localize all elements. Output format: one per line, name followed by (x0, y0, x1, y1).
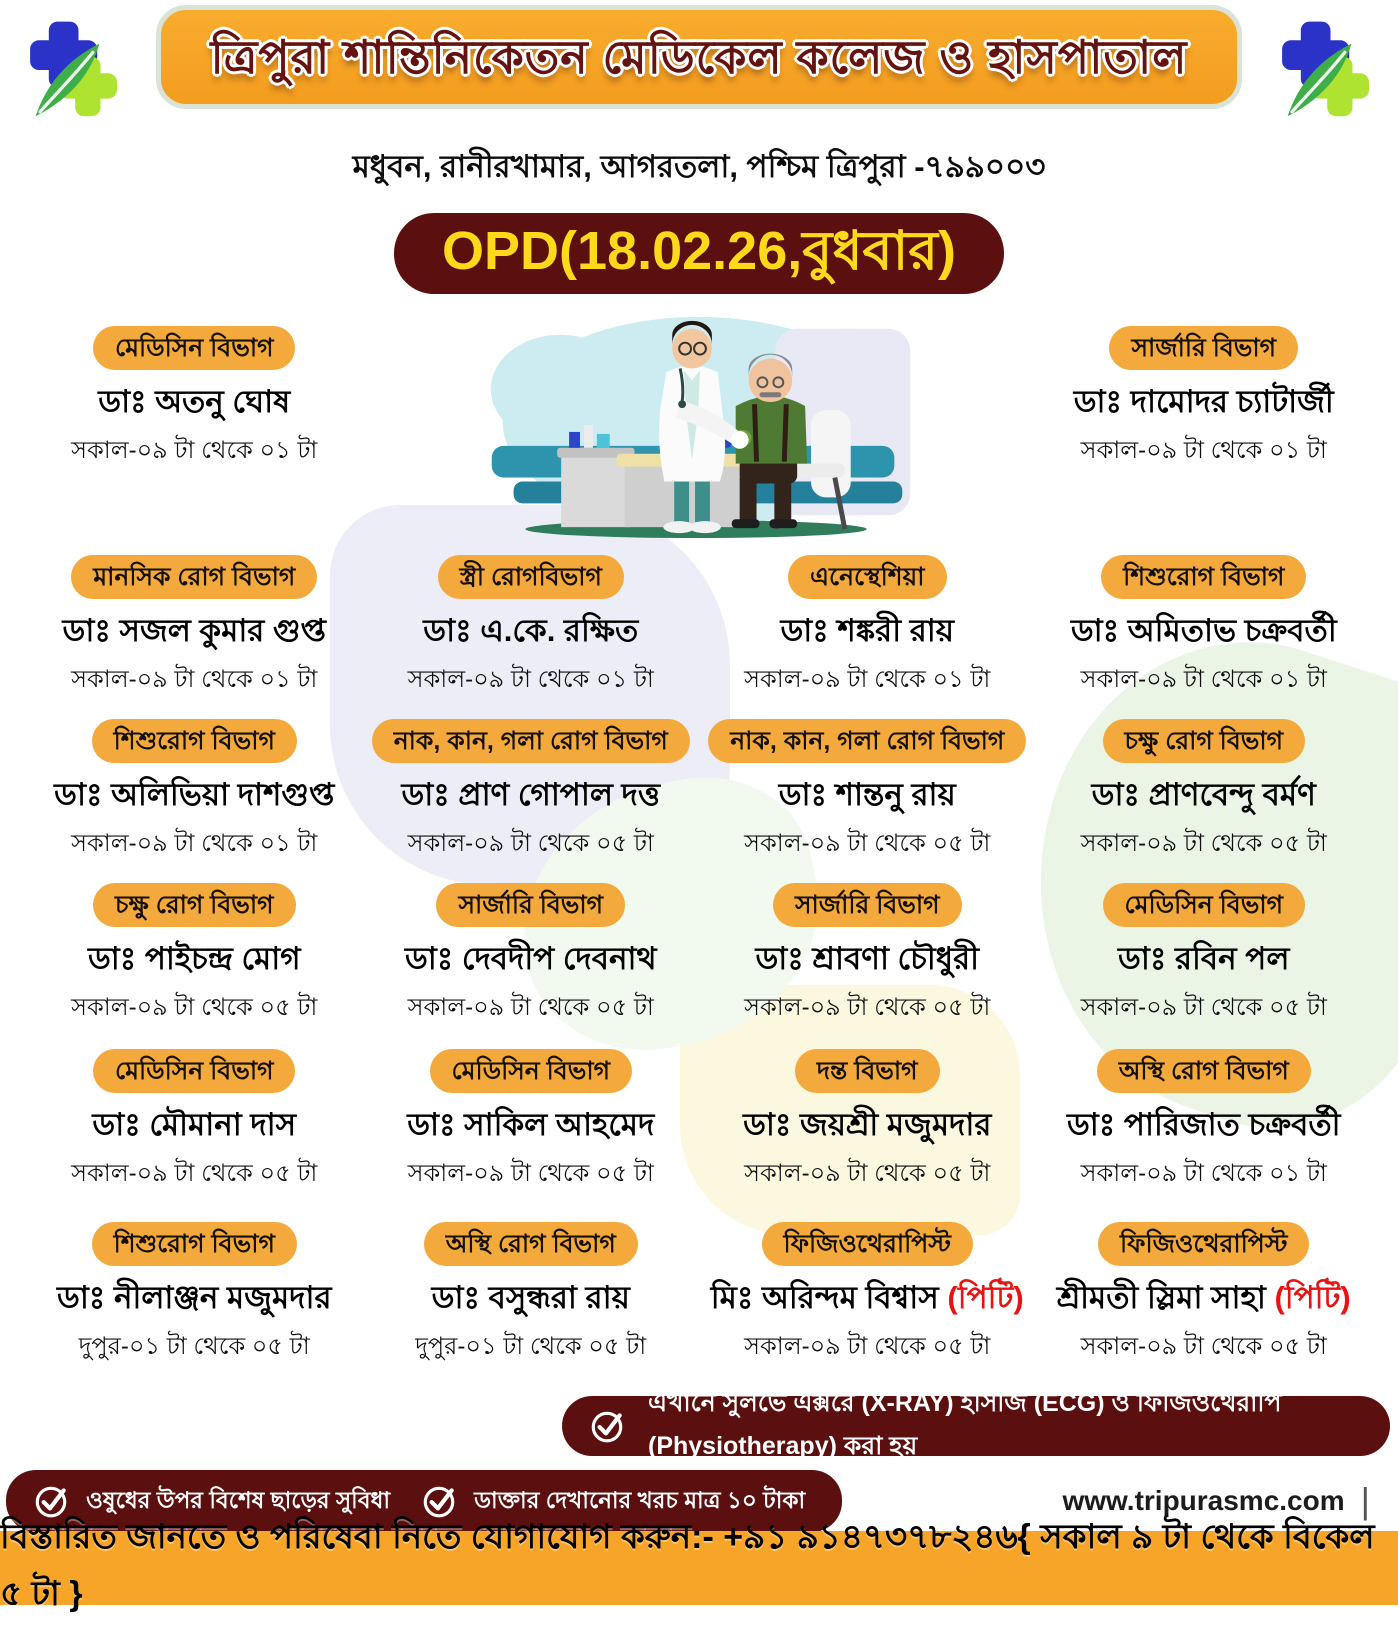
doctor-name: ডাঃ দেবদীপ দেবনাথ (404, 941, 657, 977)
doctor-name: ডাঃ শ্রাবণা চৌধুরী (755, 941, 980, 977)
department-label: মেডিসিন বিভাগ (1124, 891, 1283, 920)
doctor-name: ডাঃ প্রাণ গোপাল দত্ত (401, 777, 661, 813)
doctor-card (699, 710, 1036, 874)
department-label: অস্থি রোগ বিভাগ (445, 1230, 616, 1259)
header (0, 5, 1398, 127)
discount-text: ওষুধের উপর বিশেষ ছাড়ের সুবিধা (86, 1486, 391, 1513)
contact-footer (0, 1518, 1398, 1613)
doctor-card (1036, 710, 1373, 874)
doctor-name: ডাঃ শঙ্করী রায় (780, 613, 954, 649)
department-badge (436, 883, 625, 927)
opd-time: সকাল-০৯ টা থেকে ০৫ টা (744, 1160, 991, 1188)
doctor-card (363, 1206, 700, 1384)
header-banner (156, 5, 1242, 109)
department-label: চক্ষু রোগ বিভাগ (115, 891, 274, 920)
doctor-name: ডাঃ রবিন পল (1118, 941, 1290, 977)
opd-time: সকাল-০৯ টা থেকে ০৫ টা (1080, 1333, 1327, 1361)
doctor-name: ডাঃ এ.কে. রক্ষিত (423, 613, 639, 649)
doctor-name: ডাঃ নীলাঞ্জন মজুমদার (57, 1280, 332, 1316)
department-label: শিশুরোগ বিভাগ (1123, 563, 1285, 592)
department-label: নাক, কান, গলা রোগ বিভাগ (393, 727, 668, 756)
department-badge (93, 326, 295, 370)
opd-time: সকাল-০৯ টা থেকে ০১ টা (1080, 666, 1327, 694)
department-badge (93, 1049, 295, 1093)
cross-leaf-logo-icon (14, 15, 132, 125)
department-badge (788, 555, 947, 599)
doctor-name: মিঃ অরিন্দম বিশ্বাস (পিটি) (710, 1280, 1024, 1316)
doctor-card (26, 1038, 363, 1206)
opd-time: সকাল-০৯ টা থেকে ০১ টা (1080, 437, 1327, 465)
opd-time: সকাল-০৯ টা থেকে ০১ টা (71, 830, 318, 858)
cross-leaf-logo-icon (1266, 15, 1384, 125)
opd-time: সকাল-০৯ টা থেকে ০৫ টা (744, 994, 991, 1022)
doctor-card (699, 1038, 1036, 1206)
doctor-name: ডাঃ সাকিল আহমেদ (407, 1107, 655, 1143)
doctor-card (26, 874, 363, 1038)
department-badge (1098, 1222, 1309, 1266)
doctor-name: ডাঃ পাইচন্দ্র মোগ (87, 941, 301, 977)
doctor-card (26, 302, 363, 546)
department-label: ফিজিওথেরাপিস্ট (783, 1230, 951, 1259)
fee-text: ডাক্তার দেখানোর খরচ মাত্র ১০ টাকা (474, 1486, 806, 1513)
department-label: স্ত্রী রোগবিভাগ (459, 563, 602, 592)
doctor-card (26, 1206, 363, 1384)
doctor-card (699, 1206, 1036, 1384)
doctors-grid (0, 294, 1398, 1384)
department-badge (372, 719, 690, 763)
opd-time: সকাল-০৯ টা থেকে ০১ টা (1080, 1160, 1327, 1188)
opd-time: সকাল-০৯ টা থেকে ০৫ টা (407, 1160, 654, 1188)
opd-time: দুপুর-০১ টা থেকে ০৫ টা (78, 1333, 310, 1361)
opd-time: সকাল-০৯ টা থেকে ০১ টা (744, 666, 991, 694)
pt-suffix: (পিটি) (947, 1280, 1024, 1316)
department-badge (1109, 326, 1298, 370)
department-badge (92, 1222, 297, 1266)
hospital-address: মধুবন, রানীরখামার, আগরতলা, পশ্চিম ত্রিপুরা -৭৯৯০০৩ (352, 149, 1046, 184)
department-badge (1097, 1049, 1311, 1093)
department-badge (762, 1222, 973, 1266)
doctor-card (363, 874, 700, 1038)
doctor-card (1036, 546, 1373, 710)
doctor-name: ডাঃ অমিতাভ চক্রবর্তী (1070, 613, 1337, 649)
department-label: দন্ত বিভাগ (816, 1057, 918, 1086)
department-badge (93, 883, 296, 927)
opd-time: সকাল-০৯ টা থেকে ০১ টা (71, 437, 318, 465)
department-badge (1101, 555, 1306, 599)
department-badge (430, 1049, 632, 1093)
department-label: মেডিসিন বিভাগ (115, 334, 274, 363)
department-label: সার্জারি বিভাগ (1131, 334, 1277, 363)
hospital-title: ত্রিপুরা শান্তিনিকেতন মেডিকেল কলেজ ও হাসপাতাল (210, 31, 1188, 83)
opd-time: সকাল-০৯ টা থেকে ০৫ টা (1080, 994, 1327, 1022)
doctor-card (1036, 874, 1373, 1038)
doctor-card (699, 546, 1036, 710)
doctor-card (363, 710, 700, 874)
facilities-banner (562, 1389, 1390, 1461)
department-badge (1103, 883, 1305, 927)
hospital-logo-right (1266, 15, 1384, 125)
department-label: অস্থি রোগ বিভাগ (1118, 1057, 1289, 1086)
doctor-name: ডাঃ পারিজাত চক্রবর্তী (1066, 1107, 1341, 1143)
department-badge (438, 555, 624, 599)
department-label: শিশুরোগ বিভাগ (113, 1230, 275, 1259)
opd-time: সকাল-০৯ টা থেকে ০৫ টা (1080, 830, 1327, 858)
check-circle-icon (588, 1407, 626, 1445)
department-label: শিশুরোগ বিভাগ (113, 727, 275, 756)
opd-date-banner: OPD(18.02.26,বুধবার) (394, 213, 1004, 294)
department-badge (1103, 719, 1306, 763)
website-url[interactable]: www.tripurasmc.com (1062, 1485, 1345, 1517)
doctor-name: ডাঃ অলিভিয়া দাশগুপ্ত (54, 777, 335, 813)
doctor-card (699, 874, 1036, 1038)
doctor-name: ডাঃ জয়শ্রী মজুমদার (743, 1107, 992, 1143)
opd-time: সকাল-০৯ টা থেকে ০১ টা (71, 666, 318, 694)
department-label: নাক, কান, গলা রোগ বিভাগ (730, 727, 1005, 756)
contact-text: বিস্তারিত জানতে ও পরিষেবা নিতে যোগাযোগ করুন:- +৯১ ৯১৪৭৩৭৮২৪৬{ সকাল ৯ টা থেকে বিকেল ৫ টা } (0, 1518, 1375, 1613)
department-badge (71, 555, 317, 599)
doctor-card (1036, 1038, 1373, 1206)
doctor-name: ডাঃ সজল কুমার গুপ্ত (62, 613, 326, 649)
department-badge (92, 719, 297, 763)
department-badge (795, 1049, 940, 1093)
doctor-name: ডাঃ মৌমানা দাস (92, 1107, 297, 1143)
opd-time: সকাল-০৯ টা থেকে ০৫ টা (407, 830, 654, 858)
opd-time: সকাল-০৯ টা থেকে ০১ টা (407, 666, 654, 694)
doctor-name: ডাঃ বসুন্ধরা রায় (431, 1280, 630, 1316)
department-badge (773, 883, 962, 927)
opd-time: সকাল-০৯ টা থেকে ০৫ টা (407, 994, 654, 1022)
department-badge (424, 1222, 638, 1266)
department-label: মেডিসিন বিভাগ (115, 1057, 274, 1086)
doctor-card (1036, 302, 1373, 546)
department-label: সার্জারি বিভাগ (794, 891, 940, 920)
department-label: মেডিসিন বিভাগ (451, 1057, 610, 1086)
doctor-patient-illustration (363, 302, 1036, 546)
pt-suffix: (পিটি) (1274, 1280, 1351, 1316)
department-badge (708, 719, 1026, 763)
opd-time: সকাল-০৯ টা থেকে ০৫ টা (744, 830, 991, 858)
department-label: মানসিক রোগ বিভাগ (93, 563, 296, 592)
doctor-name: ডাঃ শান্তনু রায় (778, 777, 956, 813)
opd-time: সকাল-০৯ টা থেকে ০৫ টা (71, 1160, 318, 1188)
opd-time: সকাল-০৯ টা থেকে ০৫ টা (744, 1333, 991, 1361)
doctor-name: ডাঃ অতনু ঘোষ (98, 384, 291, 420)
doctor-card (26, 546, 363, 710)
department-label: সার্জারি বিভাগ (458, 891, 604, 920)
doctor-card (363, 1038, 700, 1206)
doctor-card (1036, 1206, 1373, 1384)
opd-time: দুপুর-০১ টা থেকে ০৫ টা (415, 1333, 647, 1361)
doctor-name: ডাঃ দামোদর চ্যাটার্জী (1073, 384, 1334, 420)
doctor-card (363, 546, 700, 710)
doctor-card (26, 710, 363, 874)
department-label: ফিজিওথেরাপিস্ট (1120, 1230, 1288, 1259)
doctor-name: শ্রীমতী স্লিমা সাহা (পিটি) (1056, 1280, 1351, 1316)
facilities-text: এখানে সুলভে এক্সরে (X-RAY) ইসিজি (ECG) ও ফিজিওথেরাপি (Physiotherapy) করা হয় (648, 1389, 1282, 1461)
separator: | (1360, 1480, 1370, 1522)
department-label: এনেস্থেশিয়া (810, 563, 925, 592)
doctor-name: ডাঃ প্রাণবেন্দু বর্মণ (1091, 777, 1316, 813)
department-label: চক্ষু রোগ বিভাগ (1124, 727, 1283, 756)
hospital-logo-left (14, 15, 132, 125)
opd-time: সকাল-০৯ টা থেকে ০৫ টা (71, 994, 318, 1022)
